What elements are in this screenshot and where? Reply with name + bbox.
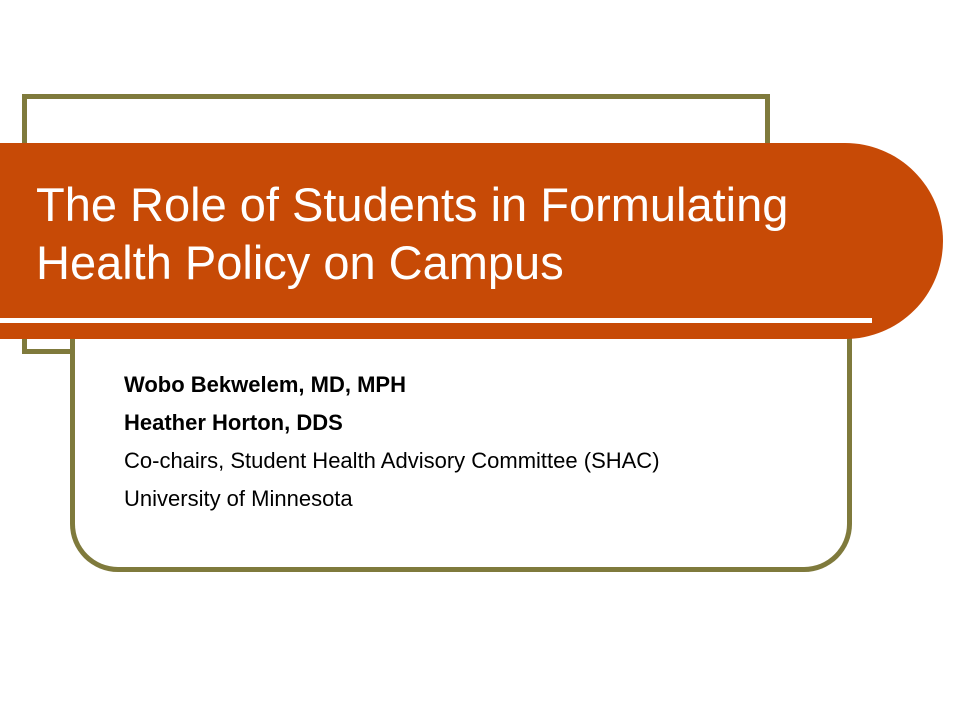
presenter-role: Co-chairs, Student Health Advisory Committee (SHAC) xyxy=(124,448,660,473)
presenter-institution: University of Minnesota xyxy=(124,486,353,511)
presenter-name-1: Wobo Bekwelem, MD, MPH xyxy=(124,372,406,397)
slide-title-line-2: Health Policy on Campus xyxy=(36,236,564,289)
slide-title xyxy=(36,176,896,292)
slide-subtitle xyxy=(124,366,844,518)
presenter-name-2: Heather Horton, DDS xyxy=(124,410,343,435)
title-banner-rule xyxy=(0,318,872,323)
slide-title-line-1: The Role of Students in Formulating xyxy=(36,178,789,231)
